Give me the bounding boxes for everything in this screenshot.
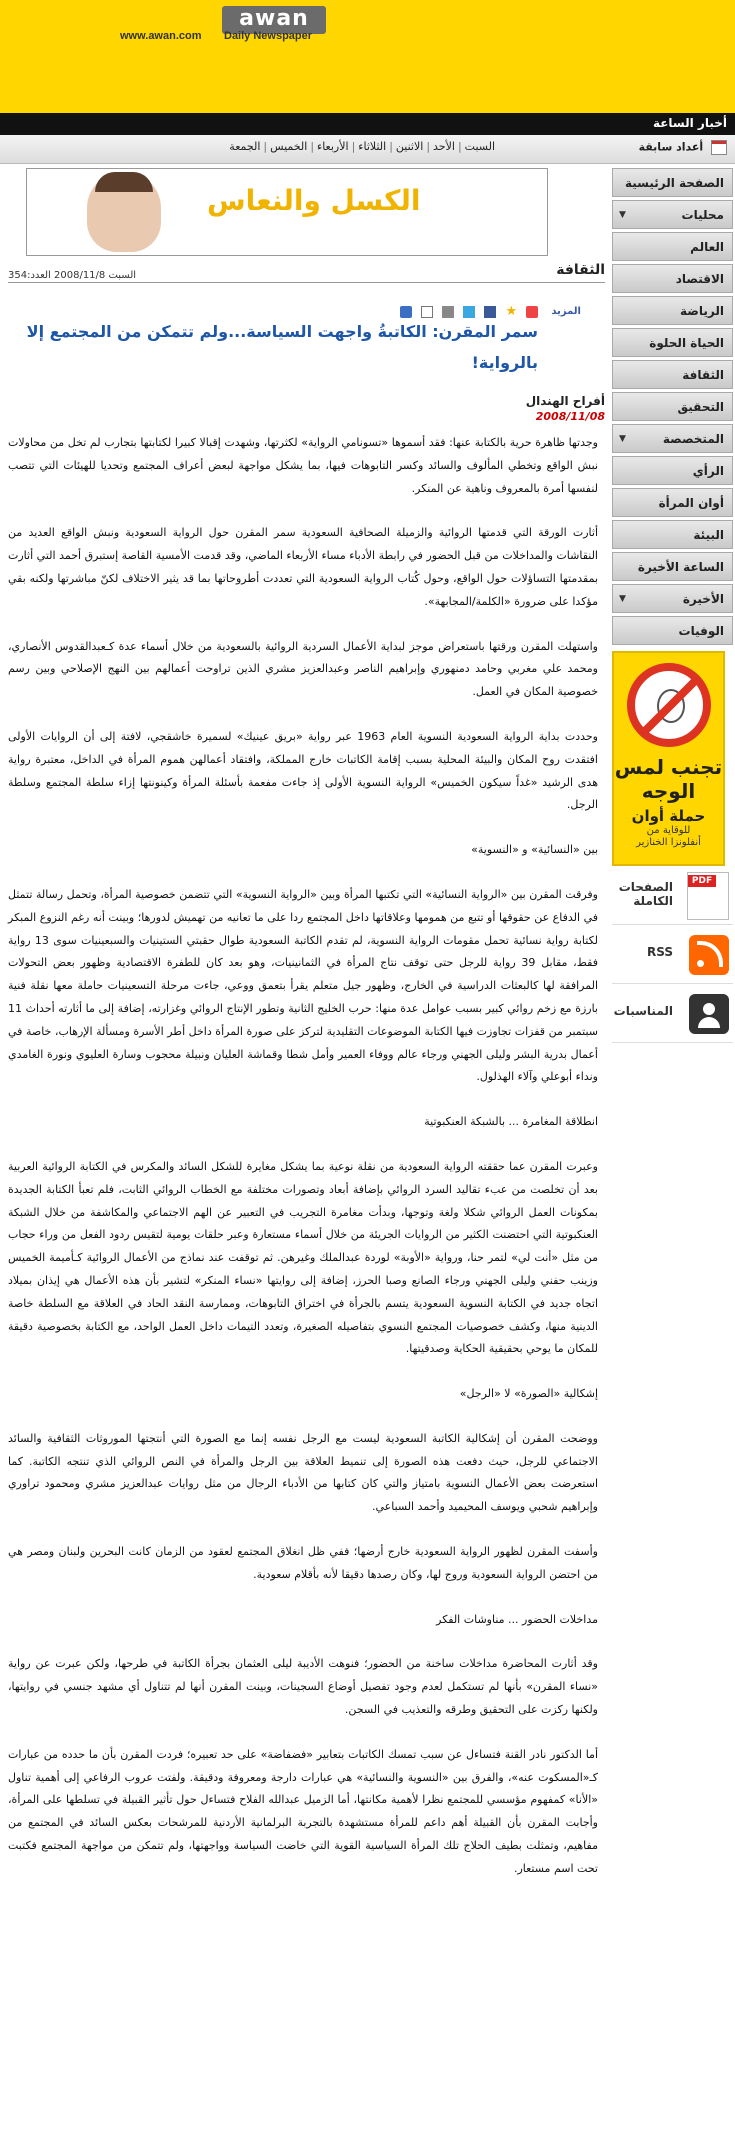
day-link[interactable]: الجمعة <box>229 140 261 153</box>
article-paragraph: واستهلت المقرن ورقتها باستعراض موجز لبداية الأعمال السردية الروائية بالسعودية من خلال أسماء عدة كـعبدالقدوس الأنصاري، ومحمد علي مغربي وحامد دمنهوري وإبراهيم الناصر وعبدالعزيز مشري الذين تراوحت أعمالهم بين النهج الإصلاحي وبين رسم خصوصية المكان في العمل. <box>8 639 598 699</box>
sidebar-item[interactable] <box>612 168 733 197</box>
flu-campaign-ad[interactable] <box>612 651 725 866</box>
article-body <box>8 432 598 1903</box>
section-banner <box>26 168 548 256</box>
sidebar-item[interactable] <box>612 200 733 229</box>
day-separator: | <box>426 140 431 153</box>
sidebar-item[interactable] <box>612 520 733 549</box>
dropdown-arrow-icon[interactable]: ▼ <box>619 210 626 220</box>
article-paragraph: وفرقت المقرن بين «الرواية النسائية» التي تكتبها المرأة وبين «الرواية النسوية» التي تتضمن خصوصية المرأة، وتحمل رسالة تتمثل في الدفاع عن حقوقها أو تتبع من همومها وعلاقاتها داخل المجتمع ردا على ما تعانيه من تهميش لدورها؛ وبينت أنه رغم النزوع المبكر لكتابة رواية نسائية تحمل مقومات الرواية النسوية، لم تقدم الكاتبة السعودية طوال حقبتي الستينيات والسبعينيات سوى 13 رواية فقط، مقابل 39 رواية للرجل حتى توقف نتاج المرأة في الثمانينيات، وهو بعد كان للطفرة الاقتصادية وظهور بعض التحولات المرافقة لها كالبعثات الدراسية في الخارج، وظهور جيل متعلم يقرأ بتعمق ووعي، جاءت مرحلة التسعينيات حاملة معها نقلة فنية بارزة مع زخم روائي كبير بسبب عوامل عدة منها: حرب الخليج الثانية وتطور الإنتاج الروائي وغزارته، إضافة إلى ما أثارته أحداث 11 سبتمبر من قفزات تجاوزت فيها الكتابة الموضوعات التقليدية لتركز على صورة المرأة داخل أطر الأسرة ومسألة الإرهاب، خاصة في أعمال بدرية البشر وليلى الجهني ورجاء عالم ووفاء العمير وأمل شطا وقماشة العليان ونبيلة محجوب وسارة العليوي ونورة الغامدي ونداء أبوعلي وآلاء الهذلول. <box>8 887 598 1084</box>
people-icon <box>689 994 729 1034</box>
article-date: 2008/11/08 <box>535 410 605 423</box>
sidebar-item[interactable] <box>612 392 733 421</box>
sidebar-item-label: المتخصصة <box>662 432 724 446</box>
full-pages-pdf-link[interactable] <box>612 866 733 925</box>
share-toolbar <box>400 301 581 317</box>
pdf-icon <box>687 872 729 920</box>
article-paragraph: وعبرت المقرن عما حققته الرواية السعودية من نقلة نوعية بما يشكل مغايرة للشكل السائد والمكرس في الكتابة الروائية العربية بعد أن تخلصت من عبء تقاليد السرد الروائي بإضافة أبعاد وتصورات مختلفة مع الخطاب الروائي الثابت، فلم تعبأ الكتابة الجديدة بمكونات العمل الروائي شكلا ولغة وتوجها، وبدأت مغامرة التجريب في التعبير عن الهم الاجتماعي والمكاشفة من خلال الشبكة العنكبوتية التي احتضنت الكثير من الروايات الجريئة من خلال أسماء مستعارة وعبر حلقات يومية لتقيس ردود الفعل من وراء حجاب من مثل «أنت لي» لتمر حنا، ورواية «الأوبة» لوردة عبدالملك وغيرهن. ثم توقفت عند نماذج من الأعمال الروائية كـأميمة الخميس وزينب حفني وليلى الجهني ورجاء الصانع وصبا الحرز، إضافة إلى روايتها «نساء المنكر» لتشير بأن هذه الأعمال هي إيذان بميلاد اتجاه جديد في الكتابة النسوية السعودية يتسم بالجرأة في اختراق التابوهات، وممارسة النقد الحاد في العلاقة مع السلطة خاصة الدينية منها، وكشف خصوصيات المجتمع النسوي بتفاصيله الصغيرة، وتعدد التيمات داخل العمل الواحد، مع الكتابة بخصوصية دقيقة للمكان ما يوحي بحقيقية الحكاية وصدقيتها. <box>8 1159 598 1356</box>
sidebar-item[interactable] <box>612 264 733 293</box>
no-touch-sign-icon <box>627 663 711 747</box>
ticker-label[interactable]: أخبار الساعة <box>652 116 727 130</box>
article-paragraph: وحددت بداية الرواية السعودية النسوية العام 1963 عبر رواية «بريق عينيك» لسميرة خاشقجي، لافتة إلى أن الروايات الأولى افتقدت روح المكان والبيئة المحلية بسبب إقامة الكاتبات خارج المملكة، وافتقاد أعمالهن هموم المرأة في الداخل، معتبرة رواية هدى الرشيد «غداً سيكون الخميس» الرواية النسوية الأولى إذ جاءت مفعمة بأسئلة المرأة وكينونتها إزاء سلطة المجتمع وسلطة الرجل. <box>8 729 598 812</box>
article-title: سمر المقرن: الكاتبةُ واجهت السياسة...ولم تتمكن من المجتمع إلا بالرواية! <box>26 322 538 372</box>
article-subheading: انطلاقة المغامرة ... بالشبكة العنكبوتية <box>424 1115 598 1129</box>
sidebar-item-label: الرياضة <box>680 304 724 318</box>
article-subheading: إشكالية «الصورة» لا «الرجل» <box>459 1387 598 1401</box>
sidebar-item[interactable] <box>612 424 733 453</box>
site-header <box>0 0 735 113</box>
occasions-label: المناسبات <box>613 1004 673 1018</box>
sidebar-item-label: الساعة الأخيرة <box>637 560 724 574</box>
day-separator: | <box>263 140 268 153</box>
day-separator: | <box>310 140 315 153</box>
sidebar-item[interactable] <box>612 488 733 517</box>
sidebar-item[interactable] <box>612 552 733 581</box>
more-link[interactable]: المزيد <box>551 306 581 317</box>
sidebar-item-label: محليات <box>681 208 724 222</box>
rss-label: RSS <box>647 945 673 959</box>
sidebar-item[interactable] <box>612 616 733 645</box>
day-separator: | <box>457 140 462 153</box>
day-separator: | <box>351 140 356 153</box>
full-pages-label: الصفحات الكاملة <box>618 880 673 908</box>
star-icon[interactable]: ★ <box>505 303 518 319</box>
day-separator: | <box>389 140 393 153</box>
rss-link[interactable] <box>612 925 733 984</box>
sidebar-item-label: الرأي <box>692 464 724 478</box>
banner-title: الكسل والنعاس <box>207 184 421 217</box>
days-navigation <box>0 135 735 164</box>
article-author: أفراح الهندال <box>525 394 605 408</box>
day-link[interactable]: الأحد <box>433 140 455 153</box>
sidebar <box>612 168 733 1043</box>
ad-caption: للوقاية من أنفلونزا الخنازير <box>636 825 701 848</box>
head-icon <box>657 689 685 723</box>
sidebar-item[interactable] <box>612 328 733 357</box>
article-subheading: مداخلات الحضور ... مناوشات الفكر <box>436 1612 598 1626</box>
occasions-link[interactable] <box>612 984 733 1043</box>
day-link[interactable]: الأربعاء <box>317 140 349 153</box>
sidebar-item[interactable] <box>612 456 733 485</box>
sidebar-item-label: الحياة الحلوة <box>649 336 724 350</box>
section-title: الثقافة <box>556 262 605 278</box>
ad-headline-1: تجنب لمس <box>614 755 723 779</box>
sidebar-item-label: الوفيات <box>678 624 724 638</box>
section-menu <box>612 168 733 645</box>
sidebar-item-label: الأخيرة <box>682 592 724 606</box>
day-link[interactable]: الخميس <box>270 140 308 153</box>
sidebar-item-label: الاقتصاد <box>675 272 724 286</box>
article-paragraph: أثارت الورقة التي قدمتها الروائية والزميلة الصحافية السعودية سمر المقرن حول الرواية السعودية ونبش الواقع العديد من النقاشات والمداخلات من قبل الحضور في رابطة الأدباء مساء الأربعاء الماضي، وقد قدمت الأمسية القاصة إستبرق أحمد التي أثارت بمقدمتها التساؤلات حول الواقع، وحول كُتاب الرواية السعودية التي تعددت أطروحاتها بما قد يثير الاختلاف لكنّ مباشرتها ولكنه بقي مؤكدا على ضرورة «الكلمة/المجابهة». <box>8 526 598 608</box>
sidebar-item-label: أوان المرأة <box>658 496 724 510</box>
ad-brand: حملة أوان <box>631 807 706 825</box>
sidebar-item-label: البيئة <box>693 528 724 542</box>
sidebar-item[interactable] <box>612 584 733 613</box>
back-issues-label: أعداد سابقة <box>638 140 704 154</box>
article-paragraph: وقد أثارت المحاضرة مداخلات ساخنة من الحضور؛ فنوهت الأديبة ليلى العثمان بجرأة الكاتبة في طرحها، ولكن عبرت عن رواية «نساء المقرن» بأنها لم تستكمل لعدم وجود تفصيل أوضاع السجينات، وبينت المقرن أنها لم تتناول أي مشهد جنسي في روايتها، ولكنها ركزت على التحقيق وطرقه والتعذيب في السجن. <box>8 1657 598 1717</box>
divider <box>8 282 605 283</box>
sidebar-item-label: العالم <box>690 240 724 254</box>
site-tagline: Daily Newspaper <box>224 30 313 42</box>
sidebar-item-label: الثقافة <box>682 368 724 382</box>
back-issues-link[interactable] <box>639 140 727 155</box>
rss-icon <box>689 935 729 975</box>
day-link[interactable]: الثلاثاء <box>358 140 387 153</box>
article-subheading: بين «النسائية» و «النسوية» <box>471 843 598 857</box>
yawning-man-image <box>87 172 161 252</box>
article-paragraph: أما الدكتور نادر القنة فتساءل عن سبب تمسك الكاتبات بتعابير «فضفاضة» على حد تعبيره؛ فردت المقرن بأن ما حدده من عبارات كـ«المسكوت عنه»، والفرق بين «النسوية والنسائية» هي عبارات دارجة ومعروفة ودقيقة. ولفتت عروب الرفاعي إلى أهمية تناول «الأنا» كمفهوم مؤسسي للمجتمع نظرا لأهمية مكانتها، أما الزميل عبدالله الفلاح فتساءل حول تأثير القبيلة في تسلطها على المرأة، وأجابت المقرن بأن القبيلة أهم داعم للمرأة مستشهدة بالتجربة البرلمانية الأردنية للمرشحات بعكس السائد في المجتمع من مفاهيم، وتمثلت بطيف الحلاج تلك المرأة السياسية القوية التي خاضت السياسة وواجهتها، ولم تتمكن من مواجهة المجتمع فكتبت تحت اسم مستعار. <box>8 1747 598 1875</box>
dropdown-arrow-icon[interactable]: ▼ <box>619 434 626 444</box>
ad-headline-2: الوجه <box>641 779 696 803</box>
calendar-icon[interactable] <box>711 140 727 155</box>
site-url[interactable]: www.awan.com <box>120 30 202 42</box>
sidebar-item[interactable] <box>612 232 733 261</box>
news-ticker-bar <box>0 113 735 135</box>
sidebar-item[interactable] <box>612 360 733 389</box>
day-links <box>226 140 498 153</box>
awan-logo[interactable]: awan <box>222 6 326 34</box>
sidebar-item-label: الصفحة الرئيسية <box>624 176 724 190</box>
article-paragraph: ووضحت المقرن أن إشكالية الكاتبة السعودية ليست مع الرجل نفسه إنما مع الصورة التي أنتجتها الموروثات الثقافية والسائد الاجتماعي للرجل، حيث دفعت هذه الصورة إلى تنميط العلاقة بين الرجل والمرأة في النص الروائي الذي تنتجه الكاتبة. كما استعرضت بعض الأعمال النسوية بامتياز والتي كان كتابها من الأدباء الرجال من مثل روايات عبدالعزيز مشري ومحمود تراوري وإبراهيم شحبي ويوسف المحيميد وأحمد السباعي. <box>8 1431 598 1514</box>
day-link[interactable]: السبت <box>464 140 495 153</box>
dropdown-arrow-icon[interactable]: ▼ <box>619 594 626 604</box>
article-paragraph: وجدتها ظاهرة حرية بالكتابة عنها: فقد أسموها «تسونامي الرواية» لكثرتها، وشهدت إقبالا كبيرا لكتابتها بتجارب لم تخل من محاولات نبش الواقع وتخطي المألوف والسائد وكسر التابوهات فيها، بما يشكل مواجهة لبعض أعراف المجتمع وتحديا للهيئات التي تتصب لنفسها أمرة بالمعروف وناهية عن المنكر. <box>8 436 598 495</box>
sidebar-item[interactable] <box>612 296 733 325</box>
day-link[interactable]: الاثنين <box>395 140 424 153</box>
article-paragraph: وأسفت المقرن لظهور الرواية السعودية خارج أرضها؛ ففي ظل انغلاق المجتمع لعقود من الزمان كانت البحرين ولبنان ومصر هي من احتضن الرواية السعودية وروج لها، وكان رصدها دقيقا لأنه بأقلام سعودية. <box>8 1545 598 1581</box>
issue-info: السبت 2008/11/8 العدد:354 <box>8 270 137 281</box>
sidebar-item-label: التحقيق <box>677 400 724 414</box>
